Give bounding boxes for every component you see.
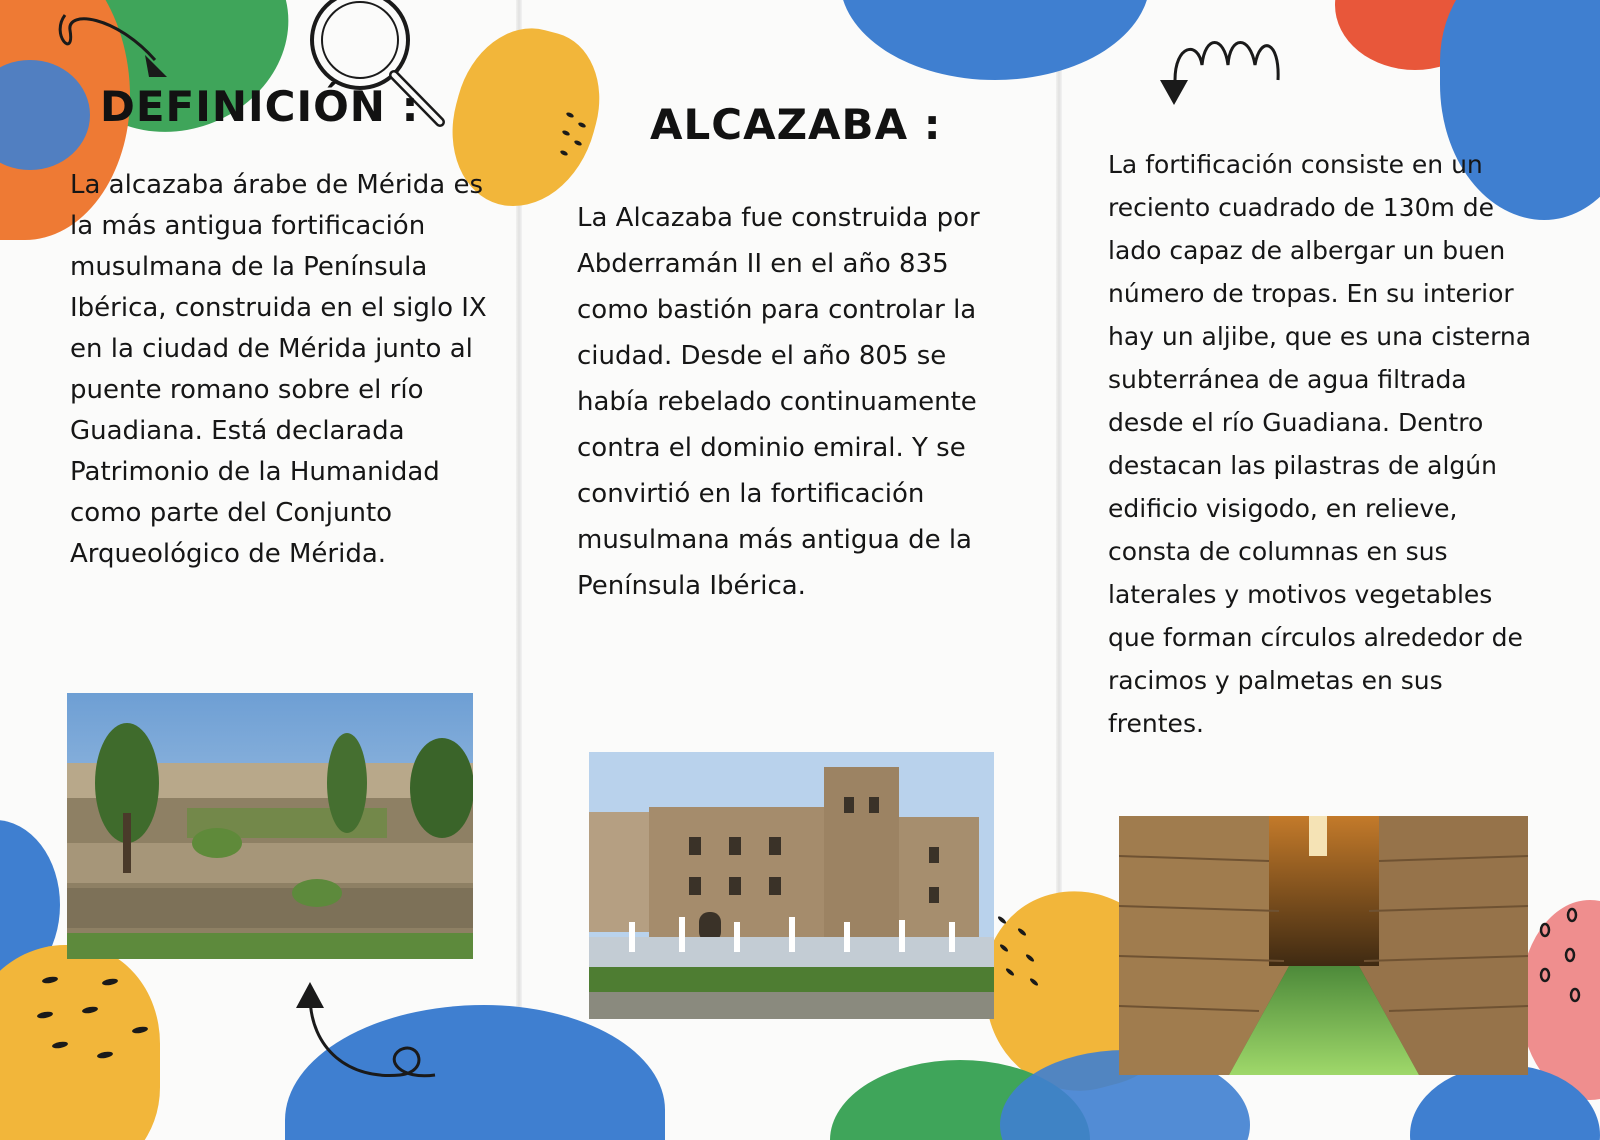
panel-2-text: La Alcazaba fue construida por Abderramán II en el año 835 como bastión para controlar la ciudad. Desde el año 805 se había rebelado continuamente contra el dominio emiral. Y se convirtió en la fortificación musulmana más antigua de la Península Ibérica.	[577, 203, 980, 601]
loop-arrow-icon-bottom	[290, 980, 440, 1090]
aljibe-cistern-drawing	[1119, 816, 1528, 1075]
panel-2-title: ALCAZABA :	[650, 100, 942, 149]
dots-decoration-bottom-left	[30, 960, 170, 1080]
alcazaba-ruins-photo	[67, 693, 473, 959]
loop-arrow-icon-top-right	[1150, 20, 1290, 110]
panel-1-text: La alcazaba árabe de Mérida es la más antigua fortificación musulmana de la Península Ibérica, construida en el siglo IX en la ciudad de Mérida junto al puente romano sobre el río Guadiana. Está declarada Patrimonio de la Humanidad como parte del Conjunto Arqueológico de Mérida.	[70, 170, 487, 569]
dots-decoration-bottom-right	[1530, 900, 1600, 1020]
aljibe-cistern-photo	[1119, 816, 1528, 1075]
conventual-building-drawing	[589, 752, 994, 1019]
dots-decoration-bottom-center	[990, 910, 1050, 1000]
panel-3-text: La fortificación consiste en un reciento cuadrado de 130m de lado capaz de albergar un buen número de tropas. En su interior hay un aljibe, que es una cisterna subterránea de agua filtrada desde el río Guadiana. Dentro destacan las pilastras de algún edificio visigodo, en relieve, consta de columnas en sus laterales y motivos vegetables que forman círculos alrededor de racimos y palmetas en sus frentes.	[1108, 150, 1532, 738]
dots-decoration-top-center	[550, 105, 600, 165]
panel-1-title: DEFINICIÓN :	[100, 82, 420, 131]
alcazaba-ruins-drawing	[67, 693, 473, 959]
conventual-building-fountain-photo	[589, 752, 994, 1019]
